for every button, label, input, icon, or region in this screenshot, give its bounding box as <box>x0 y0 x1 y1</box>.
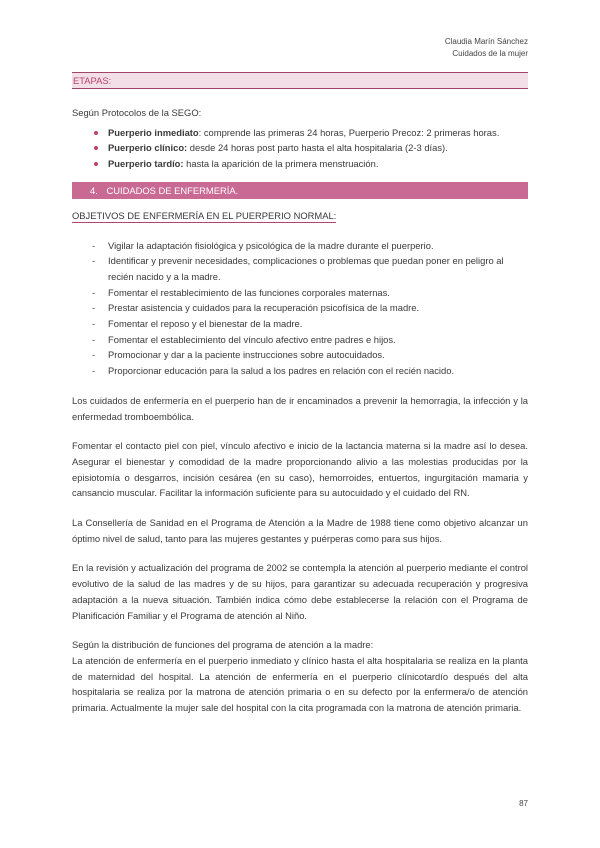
list-item: - Fomentar el establecimiento del vínculo afectivo entre padres e hijos. <box>92 332 528 348</box>
etapa-text: : comprende las primeras 24 horas, Puerperio Precoz: 2 primeras horas. <box>198 126 500 138</box>
list-item <box>94 140 528 156</box>
paragraph-distribucion-intro: Según la distribución de funciones del programa de atención a la madre: <box>72 639 374 651</box>
etapas-intro: Según Protocolos de la SEGO: <box>72 107 202 118</box>
paragraph-prevencion: Los cuidados de enfermería en el puerperio han de ir encaminados a prevenir la hemorragia, la infección y la enfermedad tromboembólica. <box>72 394 528 422</box>
etapa-text: desde 24 horas post parto hasta el alta hospitalaria (2-3 días). <box>187 142 448 154</box>
list-item: - Vigilar la adaptación fisiológica y psicológica de la madre durante el puerperio. <box>92 238 528 254</box>
list-item <box>94 156 528 172</box>
etapa-term: Puerperio clínico: <box>108 142 188 154</box>
header-author: Claudia Marín Sánchez <box>444 37 528 46</box>
list-item: - Fomentar el reposo y el bienestar de la madre. <box>92 316 528 332</box>
etapa-term: Puerperio tardío: <box>108 158 184 170</box>
paragraph-contacto: Fomentar el contacto piel con piel, vínculo afectivo e inicio de la lactancia materna si la madre así lo desea. Asegurar el bienestar y comodidad de la madre proporcionando alivio a las molestias producidas por la episiotomía o desgarros, incisión cesárea (en su caso), hemorroides, entuertos, ingurgitación mamaria y cansancio muscular. Facilitar la información suficiente para su autocuidado y el cuidado del RN. <box>72 440 528 499</box>
paragraph-distribucion: La atención de enfermería en el puerperio inmediato y clínico hasta el alta hospitalaria se realiza en la planta de maternidad del hospital. La atención de enfermería en el puerperio clínicotardío después del alta hospitalaria se realiza por la matrona de atención primaria o en su defecto por la enfermera/o de atención primaria. Actualmente la mujer sale del hospital con la cita programada con la matrona de atención primaria. <box>72 654 528 714</box>
list-item <box>94 125 528 141</box>
list-item: - Fomentar el restablecimiento de las funciones corporales maternas. <box>92 285 528 301</box>
list-item: - Promocionar y dar a la paciente instrucciones sobre autocuidados. <box>92 347 528 363</box>
section-number: 4. <box>90 184 98 196</box>
list-item: - Proporcionar educación para la salud a los padres en relación con el recién nacido. <box>92 363 528 379</box>
section-heading <box>72 182 528 199</box>
objetivos-list <box>72 238 528 379</box>
objetivos-heading: OBJETIVOS DE ENFERMERÍA EN EL PUERPERIO NORMAL: <box>72 209 337 221</box>
page-content <box>72 72 528 716</box>
etapa-text: hasta la aparición de la primera menstruación. <box>183 158 379 170</box>
header-subject: Cuidados de la mujer <box>452 49 528 58</box>
list-item: - Prestar asistencia y cuidados para la recuperación psicofísica de la madre. <box>92 300 528 316</box>
paragraph-conselleria: La Consellería de Sanidad en el Programa de Atención a la Madre de 1988 tiene como objetivo alcanzar un óptimo nivel de salud, tanto para las mujeres gestantes y puérperas como para sus hijos. <box>72 517 528 544</box>
section-title: CUIDADOS DE ENFERMERÍA. <box>106 184 239 196</box>
etapas-heading: ETAPAS: <box>72 72 528 89</box>
list-item: - Identificar y prevenir necesidades, complicaciones o problemas que puedan poner en peligro al recién nacido y a la madre. <box>92 253 528 284</box>
paragraph-revision: En la revisión y actualización del programa de 2002 se contempla la atención al puerperio mediante el control evolutivo de la salud de las madres y de su hijos, para garantizar su adecuada recuperación y progresiva adaptación a la nueva situación. También indica cómo debe establecerse la relación con el Programa de Planificación Familiar y el Programa de atención al Niño. <box>72 562 528 621</box>
page-number: 87 <box>519 799 528 808</box>
etapa-term: Puerperio inmediato <box>108 126 199 138</box>
page-header <box>445 36 528 60</box>
etapas-list <box>72 125 528 172</box>
